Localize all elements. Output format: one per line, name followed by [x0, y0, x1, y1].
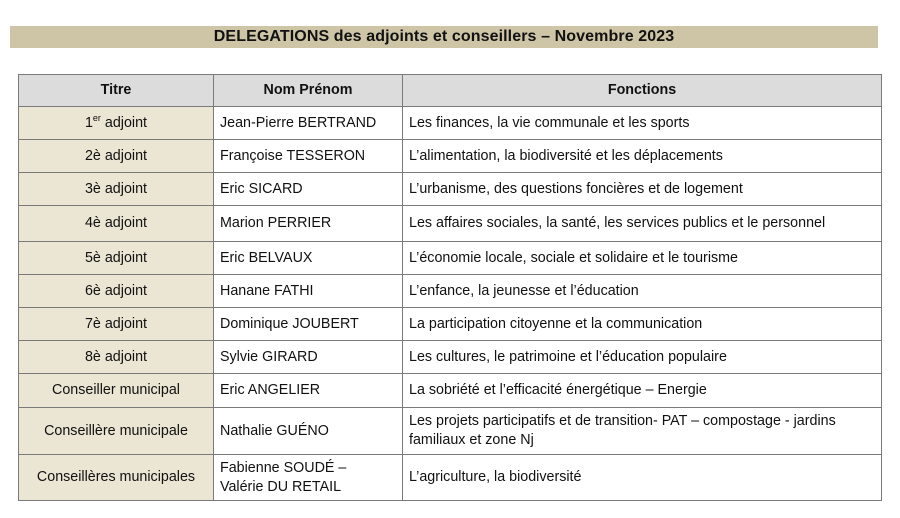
table-header-row — [19, 75, 882, 107]
table-row — [19, 275, 882, 308]
table-row — [19, 173, 882, 206]
cell-nom: Eric SICARD — [214, 173, 403, 206]
cell-nom: Eric ANGELIER — [214, 374, 403, 408]
cell-titre: Conseillères municipales — [19, 455, 214, 501]
cell-titre: 1er adjoint — [19, 107, 214, 140]
cell-titre: 4è adjoint — [19, 206, 214, 242]
cell-nom-line: Fabienne SOUDÉ – — [220, 459, 347, 476]
cell-fonctions: Les cultures, le patrimoine et l’éducation populaire — [403, 341, 882, 374]
cell-fonctions — [403, 408, 882, 455]
table-row — [19, 107, 882, 140]
cell-fonctions: Les affaires sociales, la santé, les services publics et le personnel — [403, 206, 882, 242]
column-header-fonctions: Fonctions — [403, 75, 882, 107]
cell-nom: Hanane FATHI — [214, 275, 403, 308]
cell-titre: 5è adjoint — [19, 242, 214, 275]
cell-fonctions: L’alimentation, la biodiversité et les déplacements — [403, 140, 882, 173]
cell-fonctions: L’enfance, la jeunesse et l’éducation — [403, 275, 882, 308]
table-row — [19, 242, 882, 275]
table-row — [19, 341, 882, 374]
cell-fonctions: L’agriculture, la biodiversité — [403, 455, 882, 501]
cell-fonctions: L’urbanisme, des questions foncières et de logement — [403, 173, 882, 206]
table-row — [19, 408, 882, 455]
cell-titre: 7è adjoint — [19, 308, 214, 341]
table-row — [19, 374, 882, 408]
cell-nom: Françoise TESSERON — [214, 140, 403, 173]
table-row — [19, 206, 882, 242]
delegations-table — [18, 74, 882, 501]
cell-titre: 2è adjoint — [19, 140, 214, 173]
cell-titre: 8è adjoint — [19, 341, 214, 374]
cell-fonctions: Les finances, la vie communale et les sports — [403, 107, 882, 140]
cell-nom: Sylvie GIRARD — [214, 341, 403, 374]
document-title — [10, 26, 878, 48]
cell-titre: 3è adjoint — [19, 173, 214, 206]
cell-nom: Nathalie GUÉNO — [214, 408, 403, 455]
cell-nom: Marion PERRIER — [214, 206, 403, 242]
cell-fonctions-line: familiaux et zone Nj — [409, 432, 534, 448]
cell-nom: Dominique JOUBERT — [214, 308, 403, 341]
cell-titre: Conseillère municipale — [19, 408, 214, 455]
table-row — [19, 140, 882, 173]
cell-titre: Conseiller municipal — [19, 374, 214, 408]
column-header-titre: Titre — [19, 75, 214, 107]
cell-fonctions: La sobriété et l’efficacité énergétique – Energie — [403, 374, 882, 408]
cell-fonctions: La participation citoyenne et la communication — [403, 308, 882, 341]
cell-nom: Jean-Pierre BERTRAND — [214, 107, 403, 140]
cell-fonctions: L’économie locale, sociale et solidaire et le tourisme — [403, 242, 882, 275]
cell-nom — [214, 455, 403, 501]
column-header-nom: Nom Prénom — [214, 75, 403, 107]
cell-titre: 6è adjoint — [19, 275, 214, 308]
cell-nom-line: Valérie DU RETAIL — [220, 478, 342, 495]
cell-nom: Eric BELVAUX — [214, 242, 403, 275]
document-title-text: DELEGATIONS des adjoints et conseillers – Novembre 2023 — [213, 28, 675, 45]
cell-fonctions-line: Les projets participatifs et de transition- PAT – compostage - jardins — [409, 413, 836, 429]
table-row — [19, 308, 882, 341]
table-row — [19, 455, 882, 501]
